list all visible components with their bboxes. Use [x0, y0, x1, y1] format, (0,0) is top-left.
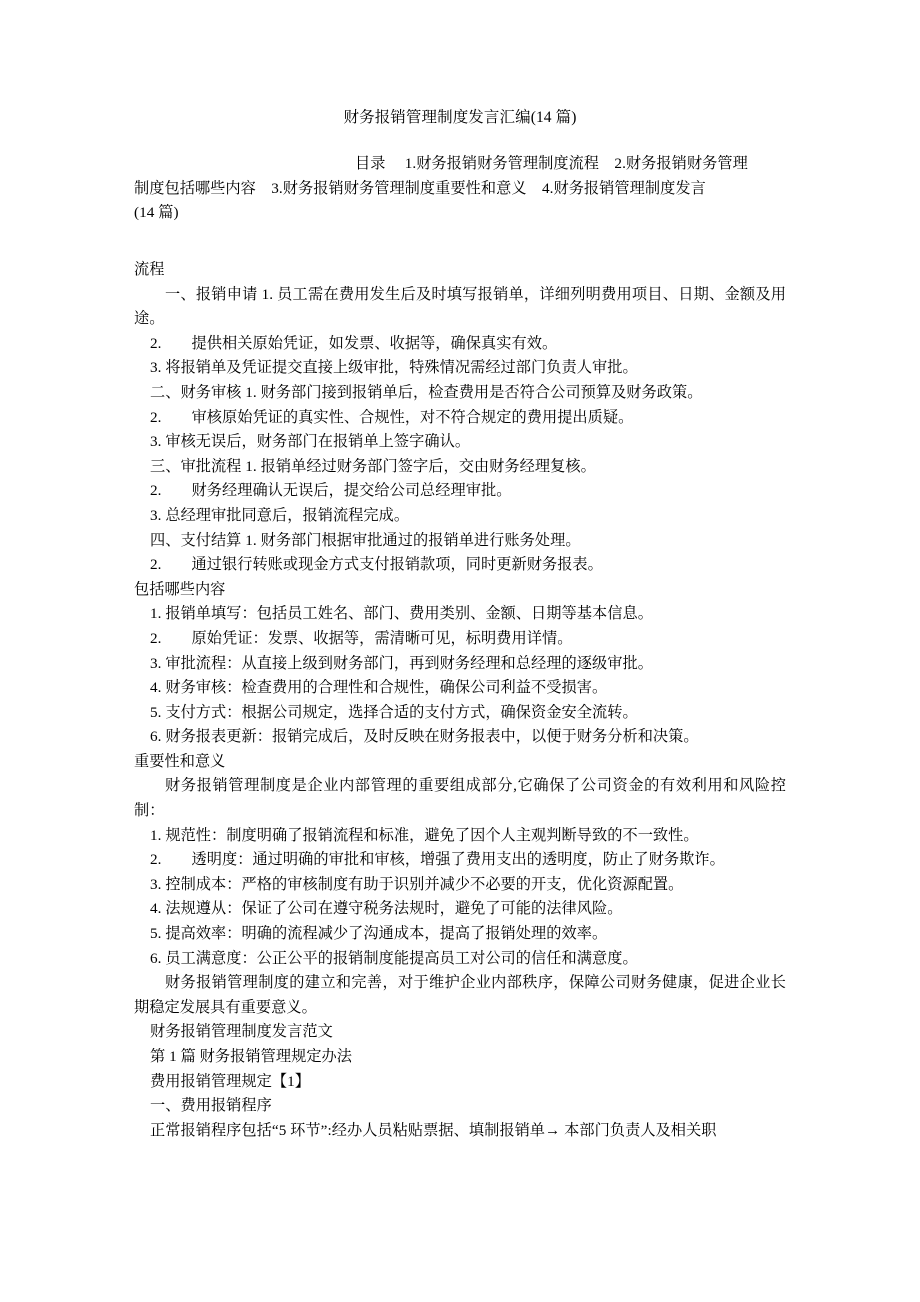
section-2-paragraph-line-2: [134, 848, 786, 873]
section-heading-0: 流程: [134, 261, 165, 278]
list-item-text: 透明度：通过明确的审批和审核，增强了费用支出的透明度，防止了财务欺诈。: [191, 851, 725, 869]
section-0-paragraph-line-6: 三、审批流程 1. 报销单经过财务部门签字后，交由财务经理复核。: [150, 457, 596, 475]
list-number: 2.: [150, 408, 162, 426]
list-number: 2.: [150, 851, 162, 869]
section-0-paragraph-line-1: [134, 332, 786, 357]
toc-line-3: (14 篇): [134, 204, 179, 222]
section-0-paragraph-line-5: 3. 审核无误后，财务部门在报销单上签字确认。: [150, 433, 471, 451]
list-item-text: 提供相关原始凭证，如发票、收据等，确保真实有效。: [191, 334, 558, 352]
tail-paragraph-line-0: 财务报销管理制度发言范文: [150, 1023, 333, 1041]
page-title: 财务报销管理制度发言汇编(14 篇): [343, 109, 577, 126]
section-1-paragraph-line-3: 4. 财务审核：检查费用的合理性和合规性，确保公司利益不受损害。: [150, 679, 608, 697]
list-item-text: 审核原始凭证的真实性、合规性，对不符合规定的费用提出质疑。: [191, 408, 634, 426]
list-item-text: 原始凭证：发票、收据等，需清晰可见，标明费用详情。: [191, 629, 573, 647]
section-1-paragraph-line-2: 3. 审批流程：从直接上级到财务部门，再到财务经理和总经理的逐级审批。: [150, 654, 653, 672]
section-2-paragraph-line-5: 5. 提高效率：明确的流程减少了沟通成本，提高了报销处理的效率。: [150, 925, 608, 943]
section-0-paragraph-line-7: [134, 479, 786, 504]
section-0-paragraph-line-8: 3. 总经理审批同意后，报销流程完成。: [150, 506, 410, 524]
list-number: 2.: [150, 482, 162, 500]
section-1-paragraph-line-1: [134, 627, 786, 652]
list-number: 2.: [150, 556, 162, 574]
section-0-paragraph-line-10: [134, 553, 786, 578]
section-heading-1: 包括哪些内容: [134, 580, 226, 598]
tail-paragraph-line-2: 费用报销管理规定【1】: [150, 1072, 311, 1090]
section-0-paragraph-line-0: 一、报销申请 1. 员工需在费用发生后及时填写报销单，详细列明费用项目、日期、金额及用途。: [134, 285, 786, 328]
toc-line-2: 制度包括哪些内容 3.财务报销财务管理制度重要性和意义 4.财务报销管理制度发言: [134, 179, 706, 197]
list-item-text: 财务经理确认无误后，提交给公司总经理审批。: [191, 482, 512, 500]
section-0-paragraph-line-3: 二、财务审核 1. 财务部门接到报销单后，检查费用是否符合公司预算及财务政策。: [150, 383, 703, 401]
document-body: [134, 258, 786, 1143]
section-2-paragraph-line-0: 财务报销管理制度是企业内部管理的重要组成部分,它确保了公司资金的有效利用和风险控制：: [134, 777, 786, 820]
list-number: 2.: [150, 629, 162, 647]
section-0-paragraph-line-9: 四、支付结算 1. 财务部门根据审批通过的报销单进行账务处理。: [150, 531, 581, 549]
tail-paragraph-line-3: 一、费用报销程序: [150, 1097, 272, 1115]
tail-paragraph-line-4: 正常报销程序包括“5 环节”:经办人员粘贴票据、填制报销单→ 本部门负责人及相关职: [150, 1121, 717, 1139]
section-0-paragraph-line-4: [134, 406, 786, 431]
section-2-paragraph-line-4: 4. 法规遵从：保证了公司在遵守税务法规时，避免了可能的法律风险。: [150, 900, 623, 918]
section-2-paragraph-line-3: 3. 控制成本：严格的审核制度有助于识别并减少不必要的开支，优化资源配置。: [150, 875, 684, 893]
section-0-paragraph-line-2: 3. 将报销单及凭证提交直接上级审批，特殊情况需经过部门负责人审批。: [150, 359, 638, 377]
section-2-paragraph-line-6: 6. 员工满意度：公正公平的报销制度能提高员工对公司的信任和满意度。: [150, 949, 638, 967]
toc-line-1: 目录 1.财务报销财务管理制度流程 2.财务报销财务管理: [355, 155, 748, 172]
table-of-contents: [134, 152, 786, 226]
tail-paragraph-line-1: 第 1 篇 财务报销管理规定办法: [150, 1048, 353, 1065]
list-number: 2.: [150, 334, 162, 352]
section-2-paragraph-line-7: 财务报销管理制度的建立和完善，对于维护企业内部秩序，保障公司财务健康，促进企业长期稳定发展具有重要意义。: [134, 974, 786, 1016]
section-1-paragraph-line-0: 1. 报销单填写：包括员工姓名、部门、费用类别、金额、日期等基本信息。: [150, 605, 653, 623]
section-heading-2: 重要性和意义: [134, 752, 226, 770]
section-2-paragraph-line-1: 1. 规范性：制度明确了报销流程和标准，避免了因个人主观判断导致的不一致性。: [150, 826, 699, 844]
list-item-text: 通过银行转账或现金方式支付报销款项，同时更新财务报表。: [191, 556, 603, 574]
section-1-paragraph-line-5: 6. 财务报表更新：报销完成后，及时反映在财务报表中，以便于财务分析和决策。: [150, 728, 699, 746]
section-1-paragraph-line-4: 5. 支付方式：根据公司规定，选择合适的支付方式，确保资金安全流转。: [150, 703, 638, 721]
